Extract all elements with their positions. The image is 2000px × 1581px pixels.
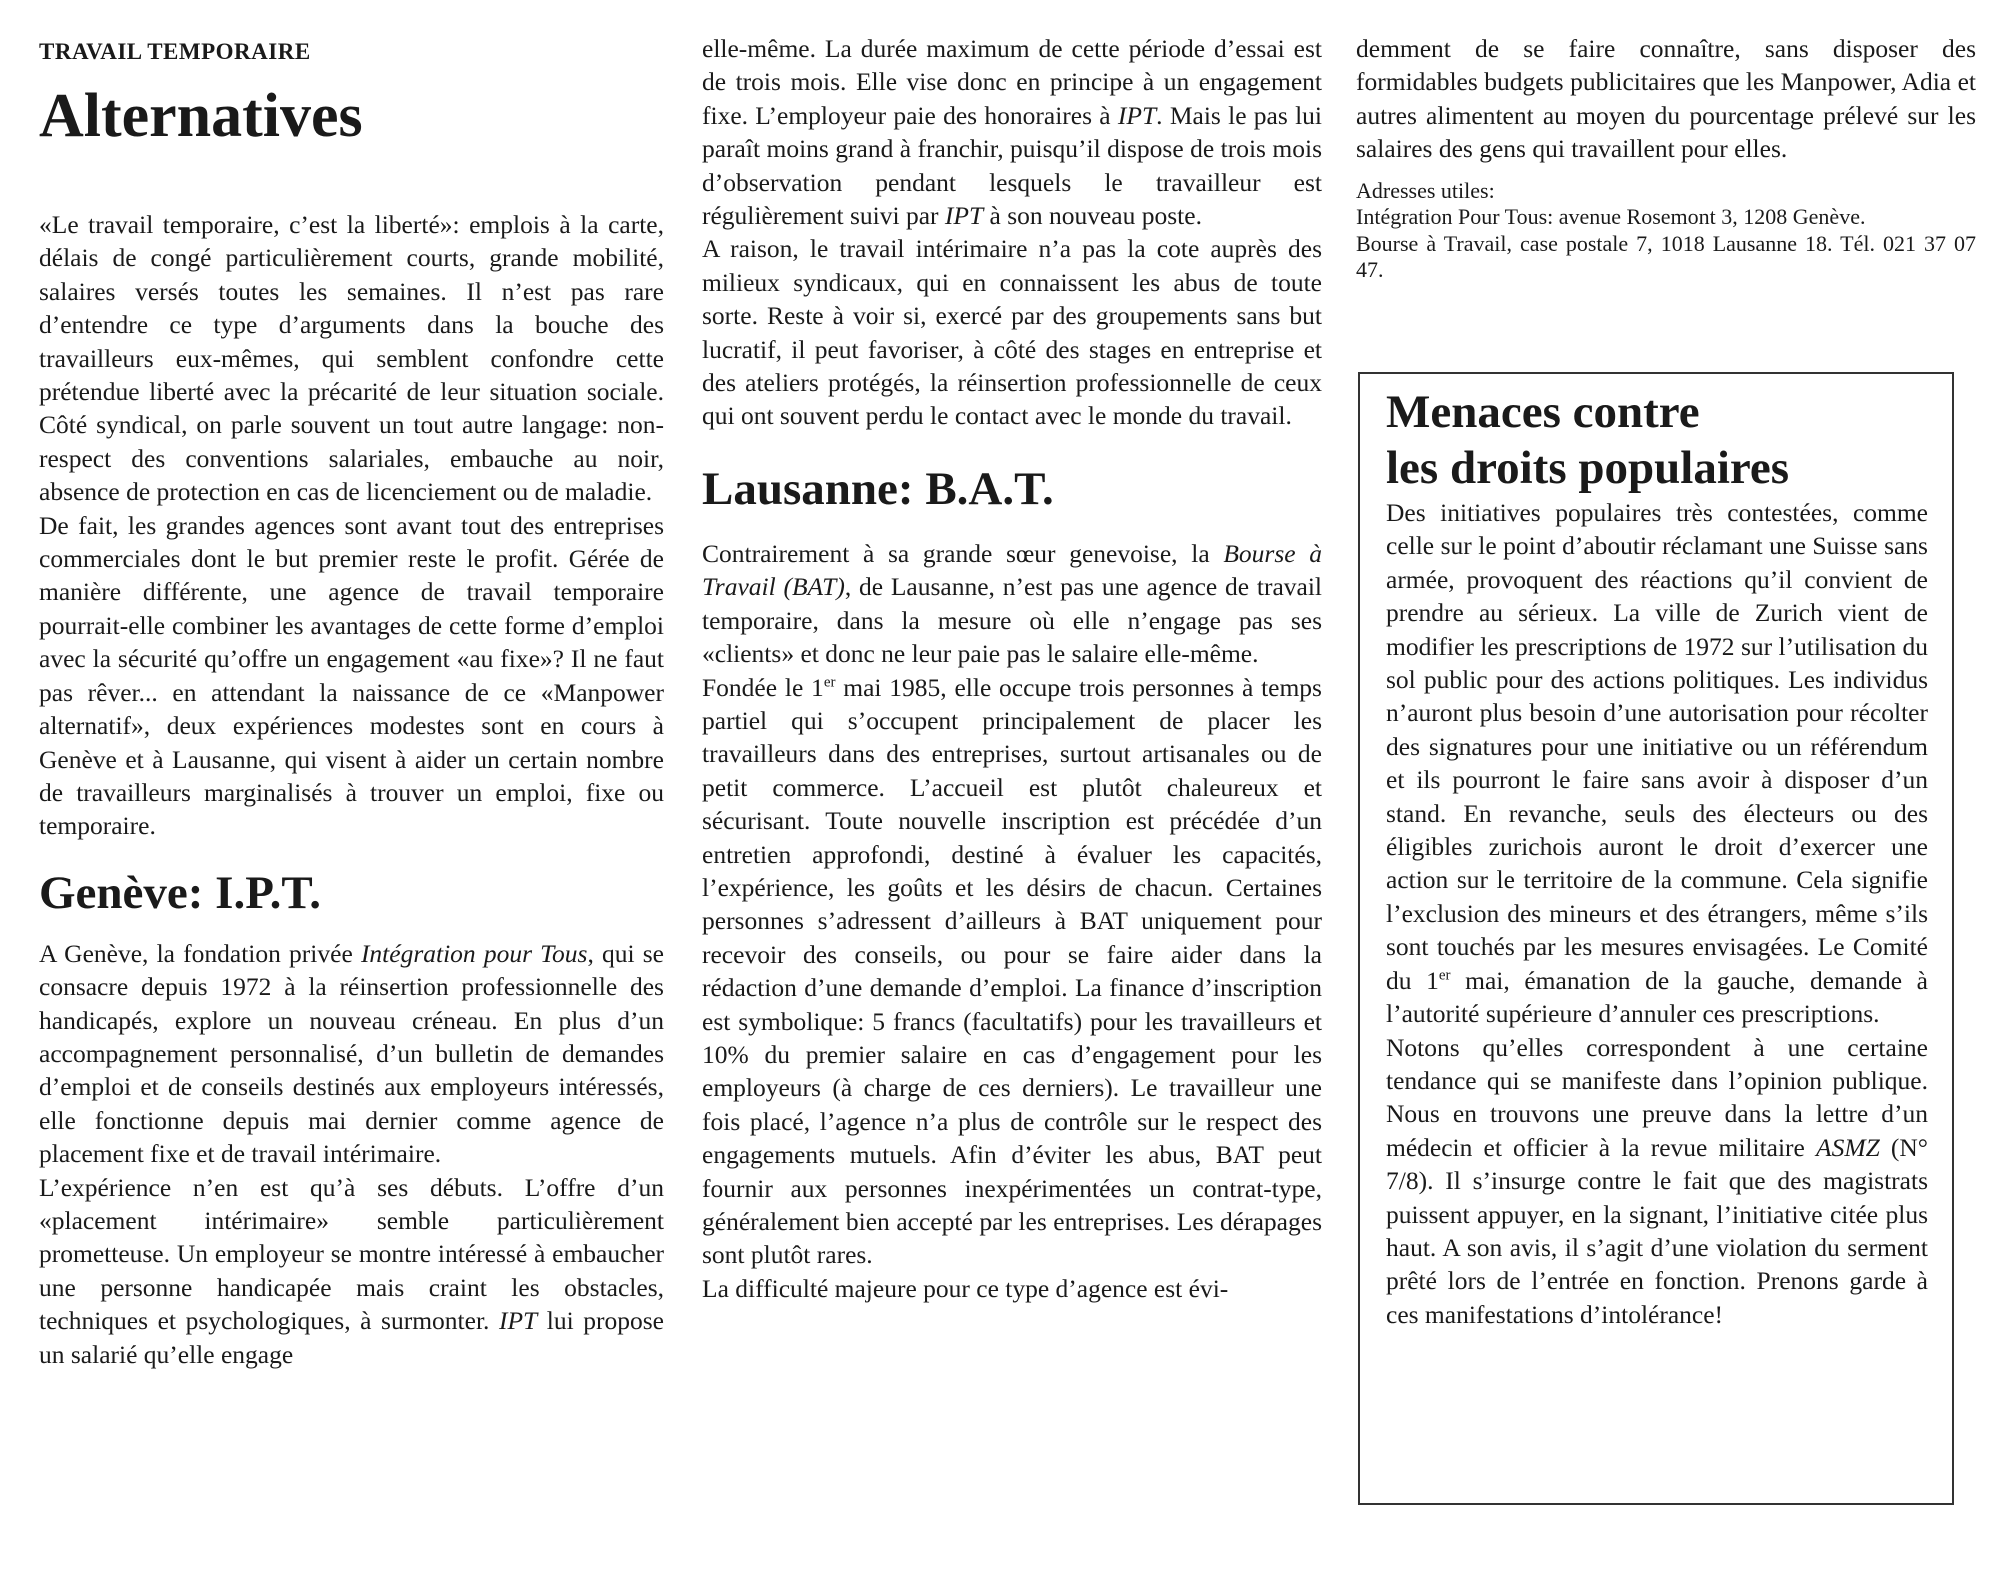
section-kicker: TRAVAIL TEMPORAIRE <box>39 39 311 64</box>
lausanne-paragraph-3: La difficulté majeure pour ce type d’agence est évi- <box>702 1273 1229 1303</box>
box-paragraph-2: Notons qu’elles correspondent à une certaine tendance qui se manifeste dans l’opinion publique. Nous en trouvons une preuve dans la lettre d’un médecin et officier à la revue militaire ASMZ (N° 7/8). Il s’insurge contre le fait que des magistrats puissent appuyer, en la signant, l’initiative citée plus haut. A son avis, il s’agit d’une violation du serment prêté lors de l’entrée en fonction. Prenons garde à ces manifestations d’intolérance! <box>1386 1032 1928 1329</box>
addresses-block <box>1356 178 1976 284</box>
addresses-label: Adresses utiles: <box>1356 177 1495 203</box>
address-ipt: Intégration Pour Tous: avenue Rosemont 3, 1208 Genève. <box>1356 204 1866 230</box>
bat-paragraph-end: demment de se faire connaître, sans disposer des formidables budgets publicitaires que les Manpower, Adia et autres alimentent au moyen du pourcentage prélevé sur les salaires des gens qui travaillent pour elles. <box>1356 34 1976 164</box>
box-title-line-2: les droits populaires <box>1386 442 1790 494</box>
column-3 <box>1356 32 1976 284</box>
article-title: Alternatives <box>39 82 363 150</box>
lausanne-heading: Lausanne: B.A.T. <box>702 462 1054 515</box>
box-paragraph-1: Des initiatives populaires très contestées, comme celle sur le point d’aboutir réclamant une Suisse sans armée, provoquent des réactions qu’il convient de prendre au sérieux. La ville de Zurich vient de modifier les prescriptions de 1972 sur l’utilisation du sol public pour des actions politiques. Les individus n’auront plus besoin d’une autorisation pour récolter des signatures pour une initiative ou un référendum et ils pourront le faire sans avoir à disposer d’un stand. En revanche, seuls des électeurs ou des éligibles zurichois auront le droit d’exercer une action sur le territoire de la commune. Cela signifie l’exclusion des mineurs et des étrangers, même s’ils sont touchés par les mesures envisagées. Le Comité du 1er mai, émanation de la gauche, demande à l’autorité supérieure d’annuler ces prescriptions. <box>1386 498 1928 1029</box>
geneve-heading: Genève: I.P.T. <box>39 866 321 919</box>
column-2 <box>702 32 1322 1305</box>
address-bat: Bourse à Travail, case postale 7, 1018 Lausanne 18. Tél. 021 37 07 47. <box>1356 230 1976 283</box>
lausanne-paragraph-1: Contrairement à sa grande sœur genevoise, la Bourse à Travail (BAT), de Lausanne, n’est pas une agence de travail temporaire, dans la mesure où elle n’engage pas ses «clients» et donc ne leur paie pas le salaire elle-même. <box>702 538 1323 669</box>
box-title-line-1: Menaces contre <box>1386 386 1700 438</box>
ipt-paragraph-3: elle-même. La durée maximum de cette période d’essai est de trois mois. Elle vise donc en principe à un engagement fixe. L’employeur paie des honoraires à IPT. Mais le pas lui paraît moins grand à franchir, puisqu’il dispose de trois mois d’observation pendant lesquels le travailleur est régulièrement suivi par IPT à son nouveau poste. <box>702 34 1322 231</box>
geneve-paragraph-1: A Genève, la fondation privée Intégration pour Tous, qui se consacre depuis 1972 à la réinsertion professionnelle des handicapés, explore un nouveau créneau. En plus d’un accompagnement personnalisé, d’un bulletin de demandes d’emploi et de conseils destinés aux employeurs intéressés, elle fonctionne depuis mai dernier comme agence de placement fixe et de travail intérimaire. <box>39 938 664 1169</box>
intro-paragraph-1: «Le travail temporaire, c’est la liberté»: emplois à la carte, délais de congé particulièrement courts, grande mobilité, salaires versés toutes les semaines. Il n’est pas rare d’entendre ce type d’arguments dans la bouche des travailleurs eux-mêmes, qui semblent confondre cette prétendue liberté avec la précarité de leur situation sociale. Côté syndical, on parle souvent un tout autre langage: non-respect des conventions salariales, embauche au noir, absence de protection en cas de licenciement ou de maladie. <box>39 210 664 507</box>
column-1 <box>39 208 664 1371</box>
geneve-paragraph-2: L’expérience n’en est qu’à ses débuts. L’offre d’un «placement intérimaire» semble particulièrement prometteuse. Un employeur se montre intéressé à embaucher une personne handicapée mais craint les obstacles, techniques et psychologiques, à surmonter. IPT lui propose un salarié qu’elle engage <box>39 1172 664 1369</box>
sidebar-box-article <box>1358 372 1954 1505</box>
box-title <box>1386 384 1928 496</box>
ipt-paragraph-4: A raison, le travail intérimaire n’a pas la cote auprès des milieux syndicaux, qui en connaissent les abus de toute sorte. Reste à voir si, exercé par des groupements sans but lucratif, il peut favoriser, à côté des stages en entreprise et des ateliers protégés, la réinsertion professionnelle de ceux qui ont souvent perdu le contact avec le monde du travail. <box>702 234 1322 431</box>
intro-paragraph-2: De fait, les grandes agences sont avant tout des entreprises commerciales dont le but premier reste le profit. Gérée de manière différente, une agence de travail temporaire pourrait-elle combiner les avantages de cette forme d’emploi avec la sécurité qu’offre un engagement «au fixe»? Il ne faut pas rêver... en attendant la naissance de ce «Manpower alternatif», deux expériences modestes sont en cours à Genève et à Lausanne, qui visent à aider un certain nombre de travailleurs marginalisés à trouver un emploi, fixe ou temporaire. <box>39 510 664 841</box>
lausanne-paragraph-2: Fondée le 1er mai 1985, elle occupe trois personnes à temps partiel qui s’occupent principalement de placer les travailleurs dans des entreprises, surtout artisanales ou de petit commerce. L’accueil est plutôt chaleureux et sécurisant. Toute nouvelle inscription est précédée d’un entretien approfondi, destiné à évaluer les capacités, l’expérience, les goûts et les désirs de chacun. Certaines personnes s’adressent d’ailleurs à BAT uniquement pour recevoir des conseils, ou pour se faire aider dans la rédaction d’une demande d’emploi. La finance d’inscription est symbolique: 5 francs (facultatifs) pour les travailleurs et 10% du premier salaire en cas d’engagement pour les employeurs (à charge de ces derniers). Le travailleur une fois placé, l’agence n’a plus de contrôle sur le respect des engagements mutuels. Afin d’éviter les abus, BAT peut fournir aux personnes inexpérimentées un contrat-type, généralement bien accepté par les entreprises. Les dérapages sont plutôt rares. <box>702 672 1322 1270</box>
